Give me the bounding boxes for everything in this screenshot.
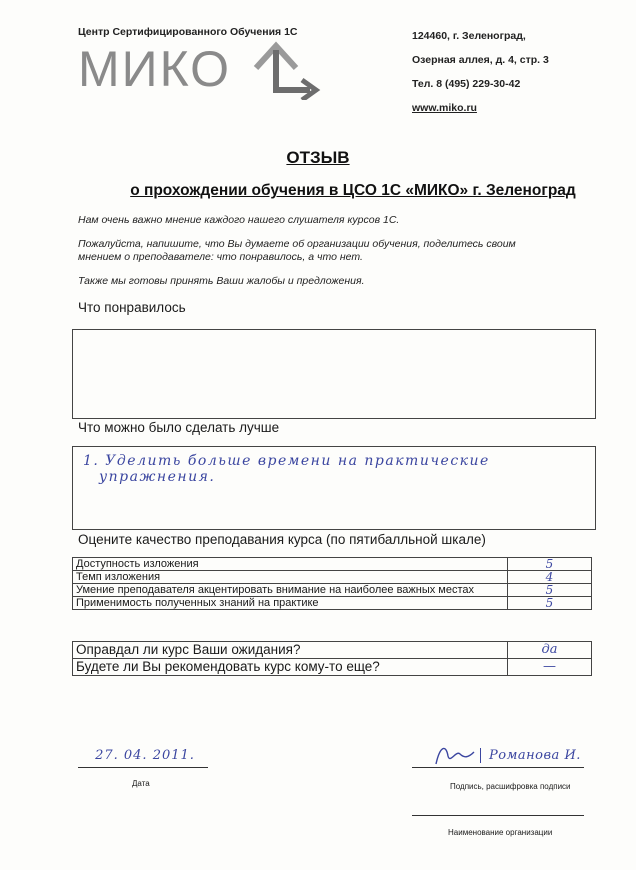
question-answer[interactable]: —: [508, 659, 592, 676]
signature-mark-icon: [430, 740, 480, 770]
rating-criterion: Применимость полученных знаний на практике: [73, 597, 508, 610]
rating-table: [72, 557, 592, 610]
liked-label: Что понравилось: [78, 300, 186, 315]
question-text: Будете ли Вы рекомендовать курс кому-то еще?: [73, 659, 508, 676]
intro-text: [78, 214, 598, 288]
table-row: [73, 597, 592, 610]
intro-paragraph-3: Также мы готовы принять Ваши жалобы и предложения.: [78, 275, 365, 287]
intro-paragraph-2-line1: Пожалуйста, напишите, что Вы думаете об организации обучения, поделитесь своим: [78, 238, 516, 250]
address-line1: 124460, г. Зеленоград,: [412, 30, 526, 42]
rating-criterion: Темп изложения: [73, 571, 508, 584]
intro-paragraph-2-line2: мнением о преподавателе: что понравилось, а что нет.: [78, 251, 363, 263]
date-label: Дата: [132, 779, 150, 788]
rating-score[interactable]: 5: [508, 597, 592, 610]
signature-label: Подпись, расшифровка подписи: [450, 782, 571, 791]
form-subtitle: о прохождении обучения в ЦСО 1С «МИКО» г. Зеленоград: [130, 182, 576, 199]
address-block: [412, 24, 549, 120]
liked-answer-box[interactable]: [72, 329, 596, 419]
table-row: [73, 642, 592, 659]
rating-criterion: Доступность изложения: [73, 558, 508, 571]
organization-label: Наименование организации: [448, 828, 553, 837]
signature-value[interactable]: Романова И.: [480, 748, 599, 763]
address-line2: Озерная аллея, д. 4, стр. 3: [412, 54, 549, 66]
rating-criterion: Умение преподавателя акцентировать внимание на наиболее важных местах: [73, 584, 508, 597]
rating-score[interactable]: 4: [508, 571, 592, 584]
table-row: [73, 584, 592, 597]
logo: [78, 40, 328, 100]
logo-arrow-icon: [246, 40, 326, 100]
logo-text: МИКО: [78, 41, 232, 97]
rating-score[interactable]: 5: [508, 584, 592, 597]
question-text: Оправдал ли курс Ваши ожидания?: [73, 642, 508, 659]
improve-answer-line1: 1. Уделить больше времени на практические: [83, 453, 490, 469]
improve-answer-box[interactable]: [72, 446, 596, 530]
rating-score[interactable]: 5: [508, 558, 592, 571]
phone: Тел. 8 (495) 229-30-42: [412, 78, 521, 90]
table-row: [73, 558, 592, 571]
table-row: [73, 659, 592, 676]
intro-paragraph-1: Нам очень важно мнение каждого нашего слушателя курсов 1С.: [78, 214, 400, 226]
signature-line: [412, 767, 584, 768]
organization-line: [412, 815, 584, 816]
improve-answer-line2: упражнения.: [99, 469, 216, 485]
center-name: Центр Сертифицированного Обучения 1С: [78, 26, 298, 38]
rating-label: Оцените качество преподавания курса (по пятибалльной шкале): [78, 532, 486, 547]
date-line: [78, 767, 208, 768]
date-value[interactable]: 27. 04. 2011.: [95, 748, 195, 763]
questions-table: [72, 641, 592, 676]
table-row: [73, 571, 592, 584]
improve-label: Что можно было сделать лучше: [78, 420, 280, 435]
website: www.miko.ru: [412, 102, 477, 114]
question-answer[interactable]: да: [508, 642, 592, 659]
form-title: ОТЗЫВ: [286, 148, 350, 167]
